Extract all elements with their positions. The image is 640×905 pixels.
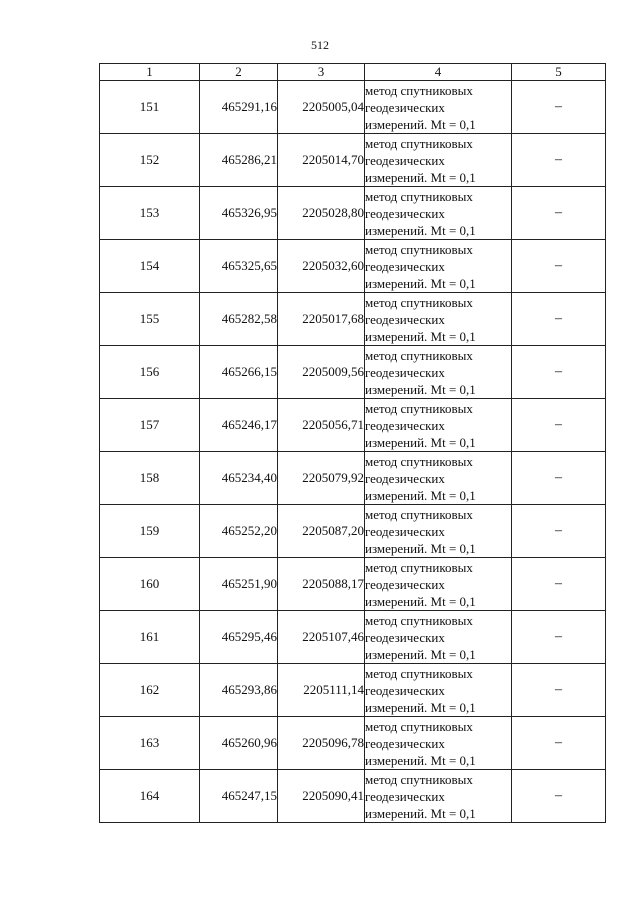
x-coordinate-cell: 465246,17: [200, 399, 278, 452]
note-cell: –: [512, 240, 606, 293]
note-cell: –: [512, 452, 606, 505]
table-row: [100, 346, 606, 399]
table-body: [100, 81, 606, 823]
x-coordinate-cell: 465326,95: [200, 187, 278, 240]
note-cell: –: [512, 611, 606, 664]
method-cell: метод спутниковых геодезических измерений. Mt = 0,1: [365, 717, 512, 770]
table-row: [100, 187, 606, 240]
table-row: [100, 558, 606, 611]
y-coordinate-cell: 2205090,41: [278, 770, 365, 823]
page-number: 512: [311, 38, 329, 52]
y-coordinate-cell: 2205032,60: [278, 240, 365, 293]
x-coordinate-cell: 465266,15: [200, 346, 278, 399]
y-coordinate-cell: 2205056,71: [278, 399, 365, 452]
x-coordinate-cell: 465295,46: [200, 611, 278, 664]
table-header-row: [100, 64, 606, 81]
note-cell: –: [512, 187, 606, 240]
note-cell: –: [512, 717, 606, 770]
method-cell: метод спутниковых геодезических измерений. Mt = 0,1: [365, 664, 512, 717]
point-number-cell: 164: [100, 770, 200, 823]
method-cell: метод спутниковых геодезических измерений. Mt = 0,1: [365, 399, 512, 452]
column-header-2: 2: [200, 64, 278, 81]
y-coordinate-cell: 2205096,78: [278, 717, 365, 770]
y-coordinate-cell: 2205087,20: [278, 505, 365, 558]
method-cell: метод спутниковых геодезических измерений. Mt = 0,1: [365, 452, 512, 505]
point-number-cell: 162: [100, 664, 200, 717]
method-cell: метод спутниковых геодезических измерений. Mt = 0,1: [365, 134, 512, 187]
point-number-cell: 152: [100, 134, 200, 187]
table-row: [100, 505, 606, 558]
method-cell: метод спутниковых геодезических измерений. Mt = 0,1: [365, 558, 512, 611]
method-cell: метод спутниковых геодезических измерений. Mt = 0,1: [365, 187, 512, 240]
method-cell: метод спутниковых геодезических измерений. Mt = 0,1: [365, 611, 512, 664]
point-number-cell: 153: [100, 187, 200, 240]
table-row: [100, 664, 606, 717]
coordinates-table: [99, 63, 606, 823]
point-number-cell: 151: [100, 81, 200, 134]
point-number-cell: 160: [100, 558, 200, 611]
note-cell: –: [512, 558, 606, 611]
y-coordinate-cell: 2205028,80: [278, 187, 365, 240]
table-row: [100, 240, 606, 293]
note-cell: –: [512, 134, 606, 187]
y-coordinate-cell: 2205088,17: [278, 558, 365, 611]
note-cell: –: [512, 770, 606, 823]
column-header-1: 1: [100, 64, 200, 81]
column-header-4: 4: [365, 64, 512, 81]
table-row: [100, 399, 606, 452]
point-number-cell: 159: [100, 505, 200, 558]
point-number-cell: 154: [100, 240, 200, 293]
y-coordinate-cell: 2205107,46: [278, 611, 365, 664]
y-coordinate-cell: 2205005,04: [278, 81, 365, 134]
point-number-cell: 161: [100, 611, 200, 664]
y-coordinate-cell: 2205009,56: [278, 346, 365, 399]
x-coordinate-cell: 465286,21: [200, 134, 278, 187]
method-cell: метод спутниковых геодезических измерений. Mt = 0,1: [365, 770, 512, 823]
method-cell: метод спутниковых геодезических измерений. Mt = 0,1: [365, 240, 512, 293]
y-coordinate-cell: 2205017,68: [278, 293, 365, 346]
y-coordinate-cell: 2205079,92: [278, 452, 365, 505]
column-header-3: 3: [278, 64, 365, 81]
x-coordinate-cell: 465234,40: [200, 452, 278, 505]
x-coordinate-cell: 465293,86: [200, 664, 278, 717]
table-row: [100, 293, 606, 346]
x-coordinate-cell: 465247,15: [200, 770, 278, 823]
note-cell: –: [512, 399, 606, 452]
point-number-cell: 157: [100, 399, 200, 452]
note-cell: –: [512, 293, 606, 346]
method-cell: метод спутниковых геодезических измерений. Mt = 0,1: [365, 81, 512, 134]
table-row: [100, 717, 606, 770]
x-coordinate-cell: 465291,16: [200, 81, 278, 134]
point-number-cell: 156: [100, 346, 200, 399]
x-coordinate-cell: 465325,65: [200, 240, 278, 293]
point-number-cell: 158: [100, 452, 200, 505]
point-number-cell: 155: [100, 293, 200, 346]
method-cell: метод спутниковых геодезических измерений. Mt = 0,1: [365, 293, 512, 346]
point-number-cell: 163: [100, 717, 200, 770]
note-cell: –: [512, 664, 606, 717]
table-row: [100, 452, 606, 505]
note-cell: –: [512, 505, 606, 558]
table-row: [100, 770, 606, 823]
table-row: [100, 611, 606, 664]
column-header-5: 5: [512, 64, 606, 81]
x-coordinate-cell: 465282,58: [200, 293, 278, 346]
x-coordinate-cell: 465252,20: [200, 505, 278, 558]
y-coordinate-cell: 2205014,70: [278, 134, 365, 187]
note-cell: –: [512, 346, 606, 399]
method-cell: метод спутниковых геодезических измерений. Mt = 0,1: [365, 505, 512, 558]
note-cell: –: [512, 81, 606, 134]
table-row: [100, 134, 606, 187]
y-coordinate-cell: 2205111,14: [278, 664, 365, 717]
x-coordinate-cell: 465260,96: [200, 717, 278, 770]
x-coordinate-cell: 465251,90: [200, 558, 278, 611]
method-cell: метод спутниковых геодезических измерений. Mt = 0,1: [365, 346, 512, 399]
table-row: [100, 81, 606, 134]
